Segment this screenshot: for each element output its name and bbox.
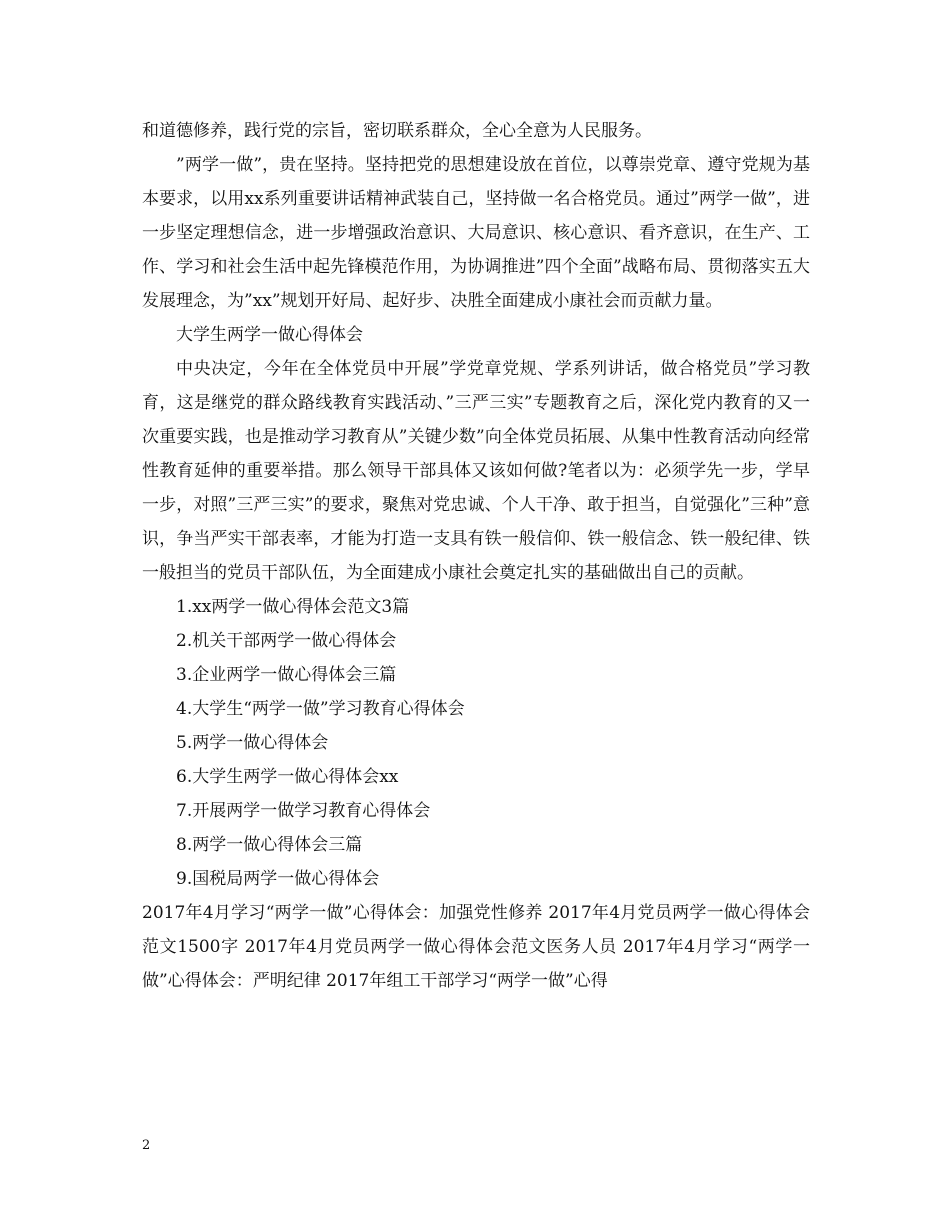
paragraph-central-decision: 中央决定，今年在全体党员中开展”学党章党规、学系列讲话，做合格党员”学习教育，这是继党的群众路线教育实践活动、”三严三实”专题教育之后，深化党内教育的又一次重要实践，也是推动学习教育从”关键少数”向全体党员拓展、从集中性教育活动向经常性教育延伸的重要举措。那么领导干部具体又该如何做?笔者以为：必须学先一步，学早一步，对照”三严三实”的要求，聚焦对党忠诚、个人干净、敢于担当，自觉强化”三种”意识，争当严实干部表率，才能为打造一支具有铁一般信仰、铁一般信念、铁一般纪律、铁一般担当的党员干部队伍，为全面建成小康社会奠定扎实的基础做出自己的贡献。	[142, 359, 810, 583]
list-item: 5.两学一做心得体会	[176, 733, 329, 753]
list-item: 8.两学一做心得体会三篇	[176, 835, 363, 855]
section-heading: 大学生两学一做心得体会	[176, 325, 363, 345]
related-articles-list	[142, 590, 810, 896]
paragraph-persistence: ”两学一做”，贵在坚持。坚持把党的思想建设放在首位，以尊崇党章、遵守党规为基本要求，以用xx系列重要讲话精神武装自己，坚持做一名合格党员。通过”两学一做”，进一步坚定理想信念，进一步增强政治意识、大局意识、核心意识、看齐意识，在生产、工作、学习和社会生活中起先锋模范作用，为协调推进”四个全面”战略布局、贯彻落实五大发展理念，为”xx”规划开好局、起好步、决胜全面建成小康社会而贡献力量。	[142, 155, 810, 311]
list-item: 6.大学生两学一做心得体会xx	[176, 767, 399, 787]
list-item: 2.机关干部两学一做心得体会	[176, 631, 397, 651]
page-number: 2	[142, 1138, 151, 1153]
list-item: 9.国税局两学一做心得体会	[176, 869, 380, 889]
document-body	[142, 114, 810, 998]
list-item: 1.xx两学一做心得体会范文3篇	[176, 597, 410, 617]
list-item: 7.开展两学一做学习教育心得体会	[176, 801, 431, 821]
list-item: 3.企业两学一做心得体会三篇	[176, 665, 397, 685]
paragraph-continuation: 和道德修养，践行党的宗旨，密切联系群众，全心全意为人民服务。	[142, 121, 652, 141]
related-links-paragraph: 2017年4月学习“两学一做”心得体会：加强党性修养 2017年4月党员两学一做心得体会范文1500字 2017年4月党员两学一做心得体会范文医务人员 2017年4月学习“两学一做”心得体会：严明纪律 2017年组工干部学习“两学一做”心得	[142, 903, 810, 991]
list-item: 4.大学生“两学一做”学习教育心得体会	[176, 699, 465, 719]
